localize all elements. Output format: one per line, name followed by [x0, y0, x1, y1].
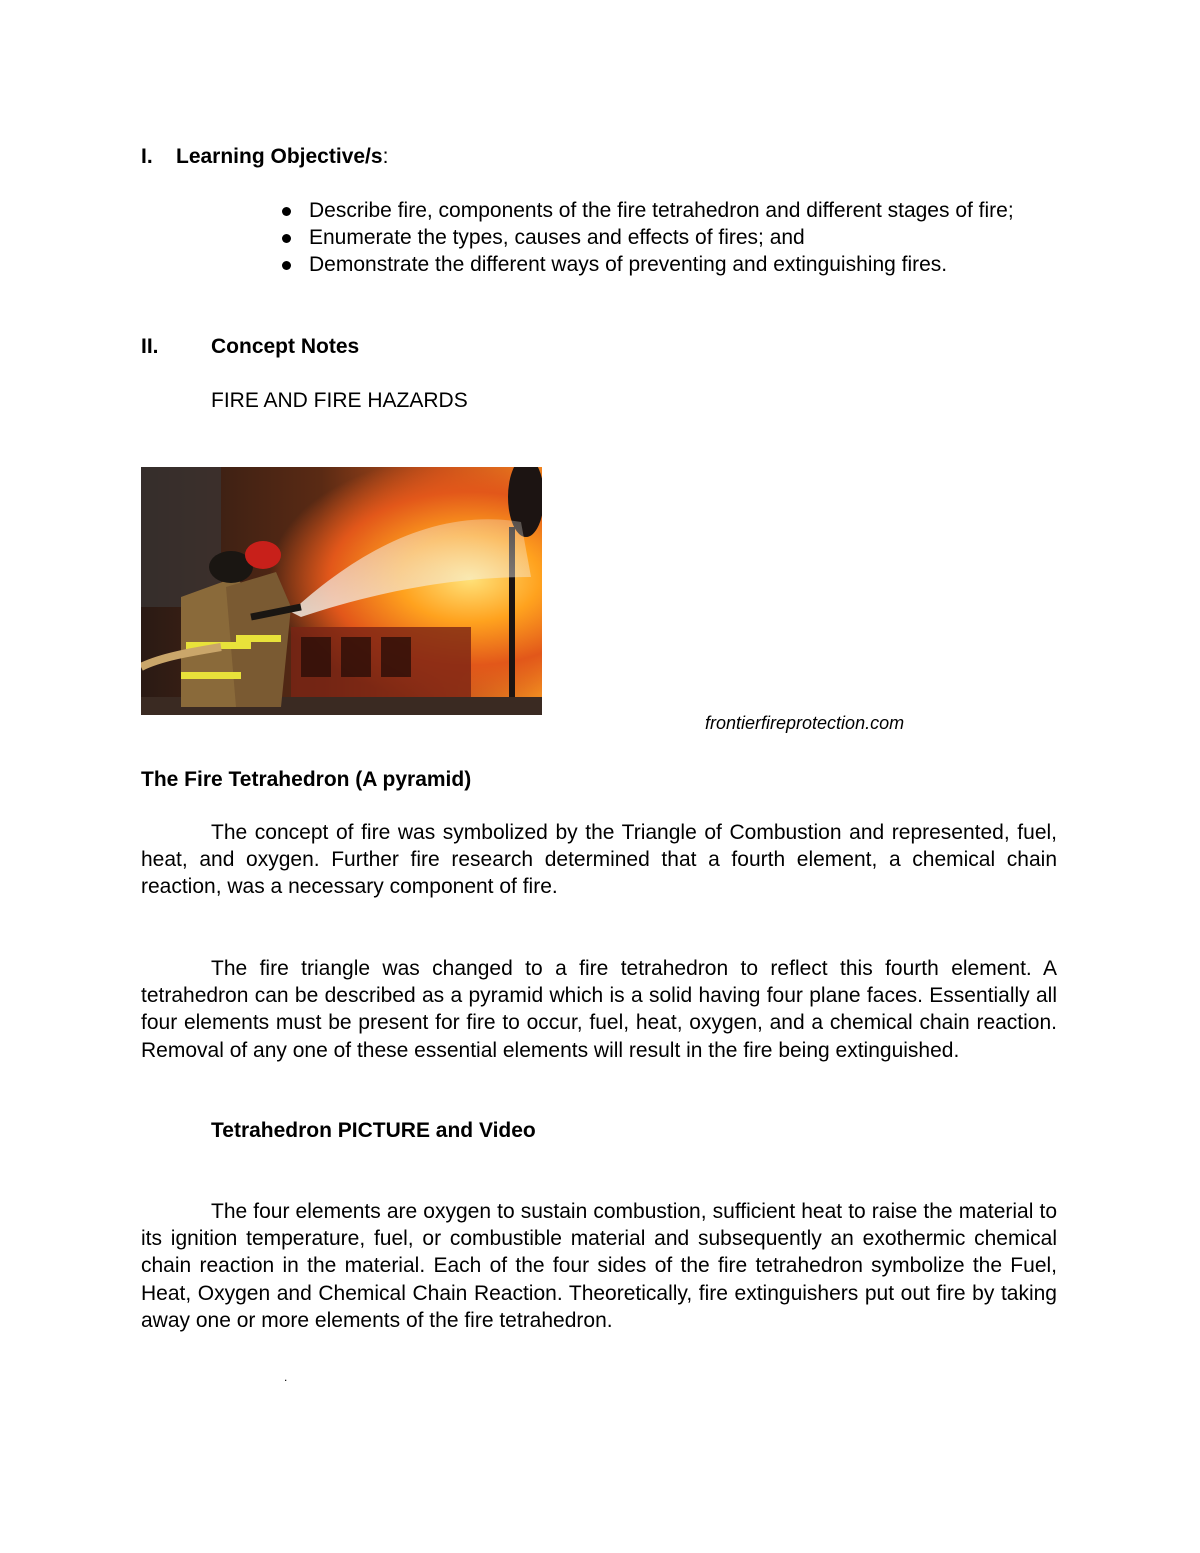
- paragraph-1: [141, 819, 1057, 901]
- image-credit: frontierfireprotection.com: [705, 713, 905, 733]
- paragraph-2-text: The fire triangle was changed to a fire tetrahedron to reflect this fourth element. A tetrahedron can be described as a pyramid which is a solid having four plane faces. Essentially all four elements must be present for fire to occur, fuel, heat, oxygen, and a chemical chain reaction. Removal of any one of these essential elements will result in the fire being extinguished.: [141, 957, 1057, 1062]
- objective-text: Enumerate the types, causes and effects of fires; and: [309, 226, 805, 249]
- bullet-icon: [282, 261, 291, 270]
- firefighters-photo: [141, 467, 542, 715]
- section-1-title: Learning Objective/s: [176, 145, 383, 168]
- footer-mark: .: [284, 1370, 288, 1384]
- objective-item: [280, 251, 1070, 278]
- paragraph-2: [141, 955, 1057, 1064]
- objective-text: Describe fire, components of the fire tetrahedron and different stages of fire;: [309, 199, 1014, 222]
- section-2-subtitle: FIRE AND FIRE HAZARDS: [211, 389, 468, 412]
- bullet-icon: [282, 207, 291, 216]
- section-1-number: I.: [141, 145, 153, 168]
- objective-item: [280, 197, 1070, 224]
- section-2-title: Concept Notes: [211, 335, 360, 358]
- section-1-heading: [176, 143, 388, 170]
- objective-text: Demonstrate the different ways of preventing and extinguishing fires.: [309, 253, 948, 276]
- bullet-icon: [282, 234, 291, 243]
- section-2-number: II.: [141, 335, 159, 358]
- objectives-list: [280, 197, 1070, 278]
- objective-item: [280, 224, 1070, 251]
- tetrahedron-heading: The Fire Tetrahedron (A pyramid): [141, 768, 472, 791]
- paragraph-1-text: The concept of fire was symbolized by the Triangle of Combustion and represented, fuel, heat, and oxygen. Further fire research determined that a fourth element, a chemical chain reaction, was a necessary component of fire.: [141, 821, 1057, 899]
- paragraph-3: [141, 1198, 1057, 1334]
- tetrahedron-subheading: Tetrahedron PICTURE and Video: [211, 1119, 536, 1142]
- section-1-colon: :: [382, 145, 389, 168]
- paragraph-3-text: The four elements are oxygen to sustain combustion, sufficient heat to raise the material to its ignition temperature, fuel, or combustible material and subsequently an exothermic chemical chain reaction in the material. Each of the four sides of the fire tetrahedron symbolize the Fuel, Heat, Oxygen and Chemical Chain Reaction. Theoretically, fire extinguishers put out fire by taking away one or more elements of the fire tetrahedron.: [141, 1200, 1057, 1332]
